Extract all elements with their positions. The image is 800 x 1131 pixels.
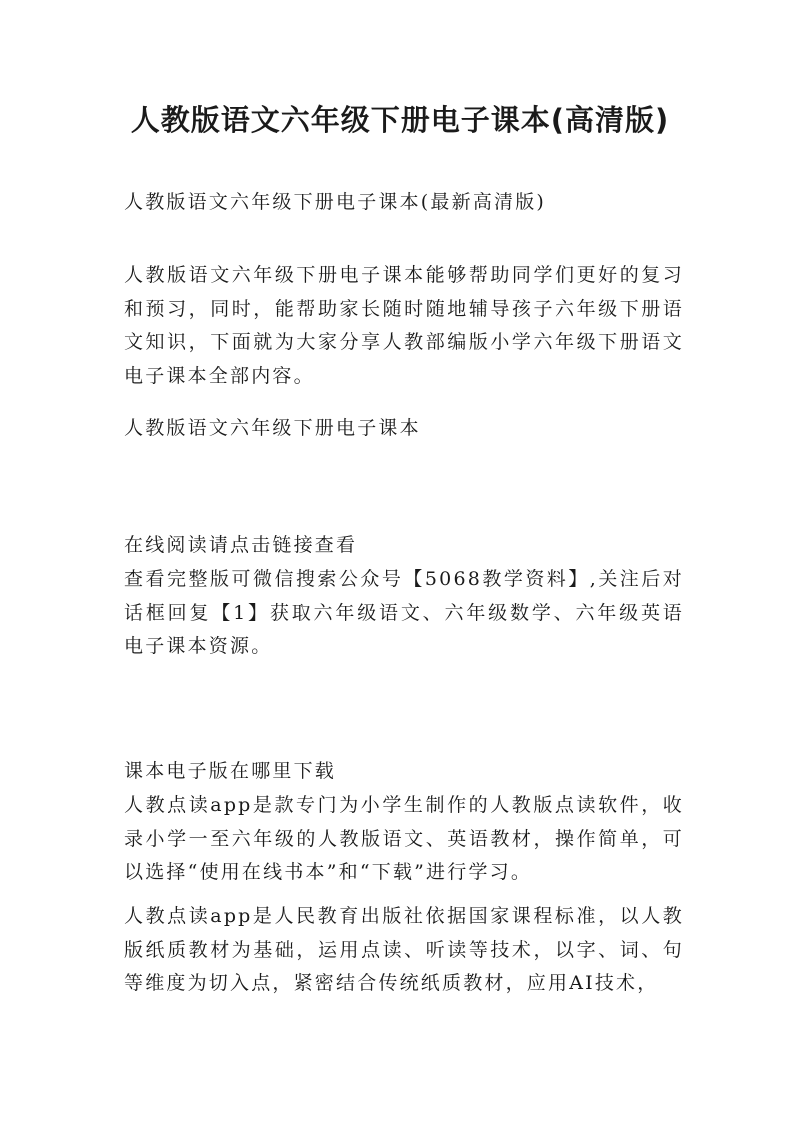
download-heading: 课本电子版在哪里下载 xyxy=(124,760,337,782)
document-title: 人教版语文六年级下册电子课本(高清版) xyxy=(130,103,670,137)
online-read-link-text: 在线阅读请点击链接查看 xyxy=(124,534,358,556)
intro-paragraph: 人教版语文六年级下册电子课本能够帮助同学们更好的复习和预习，同时，能帮助家长随时随地辅导孩子六年级下册语文知识，下面就为大家分享人教部编版小学六年级下册语文电子课本全部内容。 xyxy=(124,264,684,387)
app-paragraph-2: 人教点读app是人民教育出版社依据国家课程标准，以人教版纸质教材为基础，运用点读、听读等技术，以字、词、句等维度为切入点，紧密结合传统纸质教材，应用AI技术， xyxy=(124,905,684,994)
document-subtitle: 人教版语文六年级下册电子课本(最新高清版) xyxy=(124,191,547,213)
app-paragraph-1: 人教点读app是款专门为小学生制作的人教版点读软件，收录小学一至六年级的人教版语文、英语教材，操作简单，可以选择“使用在线书本”和“下载”进行学习。 xyxy=(124,794,684,883)
book-heading: 人教版语文六年级下册电子课本 xyxy=(124,417,421,439)
wechat-note-paragraph: 查看完整版可微信搜索公众号【5068教学资料】,关注后对话框回复【1】获取六年级语文、六年级数学、六年级英语电子课本资源。 xyxy=(124,568,684,657)
